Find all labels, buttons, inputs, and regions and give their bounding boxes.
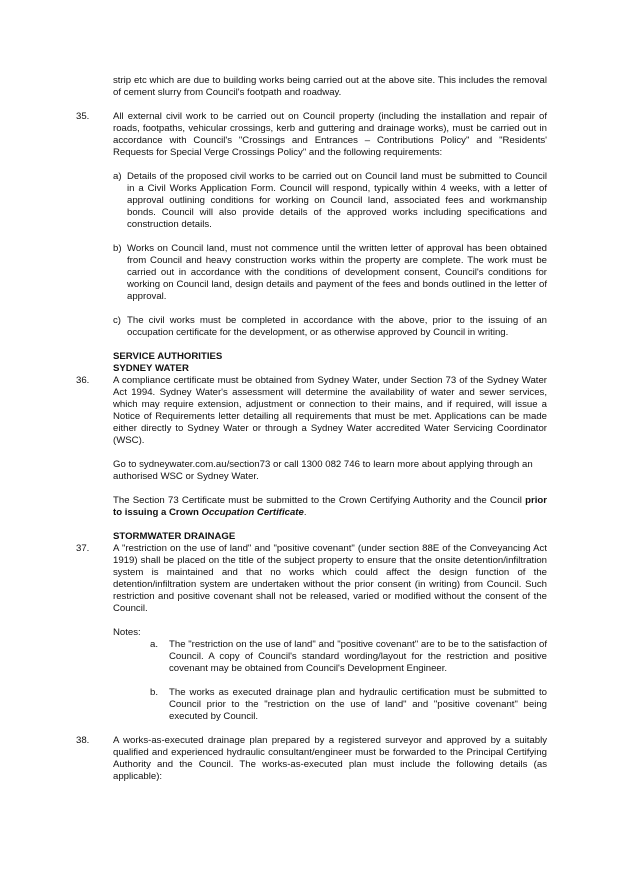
condition-37-note-a-label: a. [150,639,159,650]
condition-37-body: A "restriction on the use of land" and "positive covenant" (under section 88E of the Conveyancing Act 1919) shall be placed on the title of the subject property to ensure that the onsite detention/infiltration system is maintained and that no works which could affect the design function of the detention/infiltration system are undertaken without the prior consent (in writing) from Council. Such restriction and positive covenant shall not be released, varied or modified without the consent of the Council. [113,543,547,614]
intro-paragraph: strip etc which are due to building works being carried out at the above site. This includes the removal of cement slurry from Council's footpath and roadway. [113,75,547,98]
condition-35-a-text: Details of the proposed civil works to be carried out on Council land must be submitted to Council in a Civil Works Application Form. Council will respond, typically within 4 weeks, with a letter of approval outlining conditions for working on Council land, associated fees and workmanship bonds. Council will also provide details of the approved works including specifications and construction details. [127,171,547,230]
certificate-bold-text: prior to issuing a Crown [113,495,547,518]
condition-37-notes-label: Notes: [113,627,141,638]
condition-38-number: 38. [76,735,90,746]
condition-35-c-text: The civil works must be completed in accordance with the above, prior to the issuing of an occupation certificate for the development, or as otherwise approved by Council in writing. [127,315,547,338]
condition-38-body: A works-as-executed drainage plan prepared by a registered surveyor and approved by a suitably qualified and experienced hydraulic consultant/engineer must be forwarded to the Principal Certifying Authority and the Council. The works-as-executed plan must include the following details (as applicable): [113,735,547,782]
condition-36-goto: Go to sydneywater.com.au/section73 or call 1300 082 746 to learn more about applying through an authorised WSC or Sydney Water. [113,459,533,482]
condition-35-b-label: b) [113,243,122,254]
heading-sydney-water: SYDNEY WATER [113,363,189,374]
condition-35-a-label: a) [113,171,122,182]
heading-stormwater-drainage: STORMWATER DRAINAGE [113,531,236,542]
heading-service-authorities: SERVICE AUTHORITIES [113,351,223,362]
condition-37-number: 37. [76,543,90,554]
certificate-bold-italic: Occupation Certificate [201,506,304,518]
condition-35-c-label: c) [113,315,121,326]
certificate-end: . [303,506,307,518]
condition-36-body: A compliance certificate must be obtained from Sydney Water, under Section 73 of the Sydney Water Act 1994. Sydney Water's assessment will determine the availability of water and sewer services, which may require extension, adjustment or connection to their mains, and if required, will issue a Notice of Requirements letter detailing all requirements that must be met. Applications can be made either directly to Sydney Water or through a Sydney Water accredited Water Servicing Coordinator (WSC). [113,375,547,446]
certificate-text: The Section 73 Certificate must be submitted to the Crown Certifying Authority and the Council [113,495,526,506]
condition-35-number: 35. [76,111,90,122]
condition-37-note-a-text: The "restriction on the use of land" and "positive covenant" are to be to the satisfaction of Council. A copy of Council's standard wording/layout for the restriction and positive covenant may be obtained from Council's Development Engineer. [169,639,547,674]
condition-36-number: 36. [76,375,90,386]
condition-37-note-b-text: The works as executed drainage plan and hydraulic certification must be submitted to Council prior to the "restriction on the use of land" and "positive covenant" being executed by Council. [169,687,547,722]
condition-36-certificate [113,495,547,519]
condition-35-b-text: Works on Council land, must not commence until the written letter of approval has been obtained from Council and heavy construction works within the property are complete. The work must be carried out in accordance with the conditions of development consent, Council's conditions for working on Council land, design details and payment of the fees and bonds outlined in the letter of approval. [127,243,547,302]
condition-35-body: All external civil work to be carried out on Council property (including the installation and repair of roads, footpaths, vehicular crossings, kerb and guttering and drainage works), must be carried out in accordance with Council's "Crossings and Entrances – Contributions Policy" and "Residents' Requests for Special Verge Crossings Policy" and the following requirements: [113,111,547,158]
condition-37-note-b-label: b. [150,687,159,698]
